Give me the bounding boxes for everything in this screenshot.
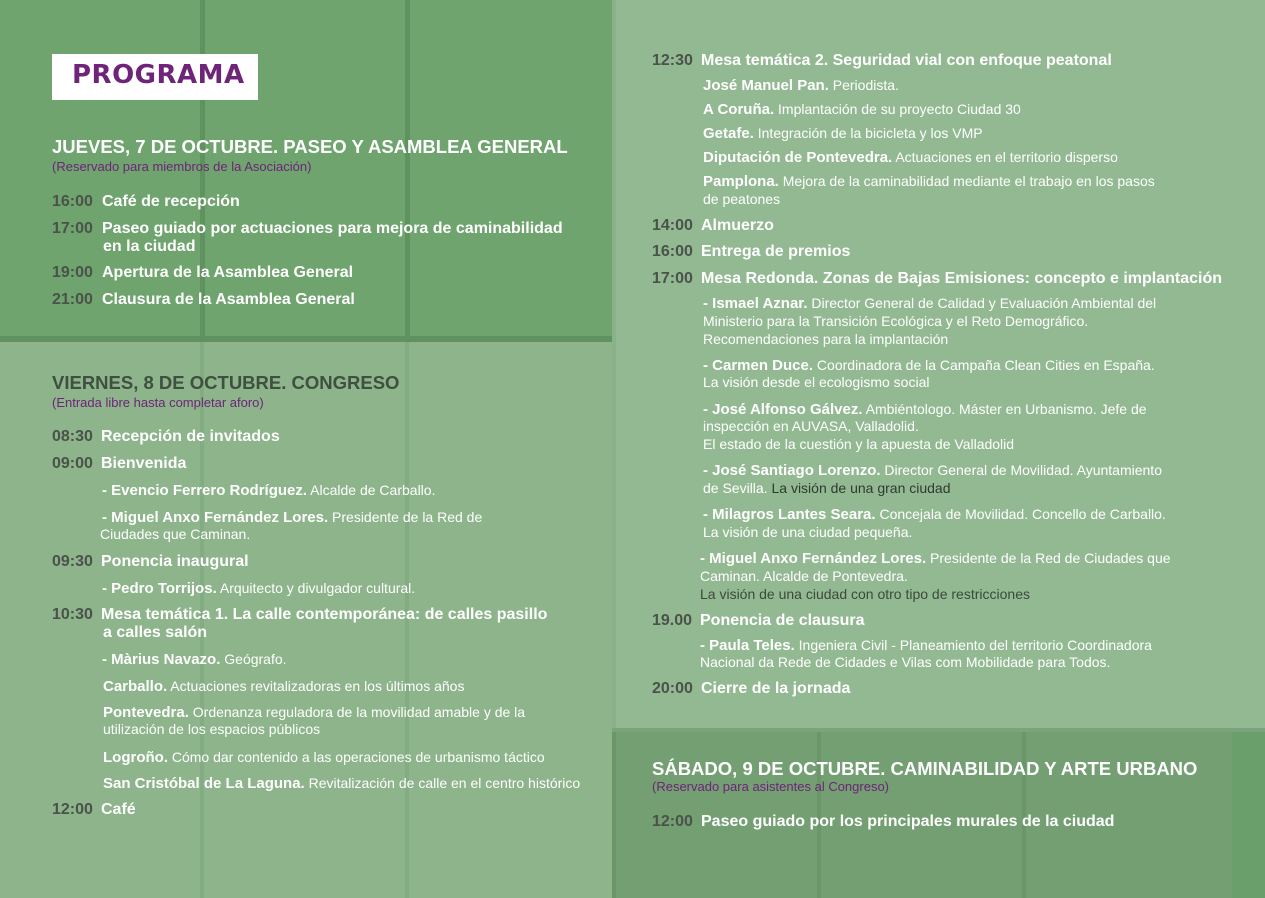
event-title: Ponencia inaugural bbox=[101, 553, 249, 570]
speaker-line-cont: utilización de los espacios públicos bbox=[103, 721, 321, 737]
event-title: Bienvenida bbox=[101, 455, 187, 472]
speaker-line: Pamplona. Mejora de la caminabilidad mediante el trabajo en los pasos bbox=[703, 173, 1155, 190]
speaker-line: José Manuel Pan. Periodista. bbox=[703, 77, 899, 94]
speaker-line: - José Alfonso Gálvez. Ambiéntologo. Máster en Urbanismo. Jefe de bbox=[703, 401, 1147, 418]
speaker-line: - Pedro Torrijos. Arquitecto y divulgador cultural. bbox=[102, 580, 416, 597]
speaker-line: A Coruña. Implantación de su proyecto Ciudad 30 bbox=[703, 101, 1021, 118]
event-title: Clausura de la Asamblea General bbox=[102, 291, 355, 308]
speaker-line-cont: La visión desde el ecologismo social bbox=[703, 374, 930, 390]
event-title: Apertura de la Asamblea General bbox=[102, 264, 354, 281]
speaker-line-cont: La visión de una ciudad con otro tipo de restricciones bbox=[700, 586, 1030, 602]
time-label: 14:00 bbox=[652, 217, 693, 234]
speaker-line: Carballo. Actuaciones revitalizadoras en los últimos años bbox=[103, 678, 465, 695]
event-title: Entrega de premios bbox=[701, 243, 851, 260]
event-title: Paseo guiado por los principales murales de la ciudad bbox=[701, 813, 1115, 830]
time-label: 16:00 bbox=[652, 243, 693, 260]
time-label: 21:00 bbox=[52, 291, 93, 308]
speaker-line: - Ismael Aznar. Director General de Calidad y Evaluación Ambiental del bbox=[703, 295, 1157, 312]
time-label: 17:00 bbox=[652, 270, 693, 287]
time-label: 20:00 bbox=[652, 680, 693, 697]
saturday-title: SÁBADO, 9 DE OCTUBRE. CAMINABILIDAD Y ARTE URBANO bbox=[652, 758, 1198, 779]
speaker-line: - Milagros Lantes Seara. Concejala de Movilidad. Concello de Carballo. bbox=[703, 506, 1166, 523]
speaker-line-cont: Ciudades que Caminan. bbox=[100, 526, 251, 542]
event-title: Café bbox=[101, 801, 136, 818]
speaker-line: Getafe. Integración de la bicicleta y los VMP bbox=[703, 125, 983, 142]
speaker-line-cont: Caminan. Alcalde de Pontevedra. bbox=[700, 568, 908, 584]
event-title: Ponencia de clausura bbox=[700, 612, 865, 629]
event-title-line2: a calles salón bbox=[103, 624, 208, 641]
speaker-line: Diputación de Pontevedra. Actuaciones en el territorio disperso bbox=[703, 149, 1118, 166]
time-label: 19:00 bbox=[52, 264, 93, 281]
event-title-line2: en la ciudad bbox=[103, 238, 196, 255]
speaker-line: - Màrius Navazo. Geógrafo. bbox=[102, 651, 287, 668]
speaker-line: San Cristóbal de La Laguna. Revitalización de calle en el centro histórico bbox=[103, 775, 581, 792]
speaker-line: - Evencio Ferrero Rodríguez. Alcalde de Carballo. bbox=[102, 482, 436, 499]
event-title: Café de recepción bbox=[102, 193, 240, 210]
time-label: 17:00 bbox=[52, 220, 93, 237]
event-title: Recepción de invitados bbox=[101, 428, 280, 445]
speaker-line: Logroño. Cómo dar contenido a las operaciones de urbanismo táctico bbox=[103, 749, 545, 766]
speaker-line-cont: La visión de una ciudad pequeña. bbox=[703, 524, 913, 540]
speaker-line-cont: inspección en AUVASA, Valladolid. bbox=[703, 418, 919, 434]
event-title: Cierre de la jornada bbox=[701, 680, 851, 697]
programa-title: PROGRAMA bbox=[72, 60, 245, 90]
time-label: 12:00 bbox=[52, 801, 93, 818]
thursday-note: (Reservado para miembros de la Asociación) bbox=[52, 159, 312, 174]
event-title: Mesa temática 2. Seguridad vial con enfoque peatonal bbox=[701, 52, 1112, 69]
speaker-line: - Miguel Anxo Fernández Lores. Presidente de la Red de Ciudades que bbox=[700, 550, 1171, 567]
speaker-line-cont: de peatones bbox=[703, 191, 781, 207]
friday-note: (Entrada libre hasta completar aforo) bbox=[52, 395, 264, 410]
event-title: Mesa temática 1. La calle contemporánea: de calles pasillo bbox=[101, 606, 548, 623]
saturday-note: (Reservado para asistentes al Congreso) bbox=[652, 779, 890, 794]
friday-title: VIERNES, 8 DE OCTUBRE. CONGRESO bbox=[52, 372, 400, 393]
time-label: 16:00 bbox=[52, 193, 93, 210]
programa-badge bbox=[52, 54, 258, 100]
time-label: 10:30 bbox=[52, 606, 93, 623]
time-label: 08:30 bbox=[52, 428, 93, 445]
time-label: 19.00 bbox=[652, 612, 693, 629]
event-title: Paseo guiado por actuaciones para mejora de caminabilidad bbox=[102, 220, 563, 237]
bg-panel-edge bbox=[1232, 732, 1265, 898]
speaker-line-cont: Ministerio para la Transición Ecológica y el Reto Demográfico. bbox=[703, 313, 1089, 329]
time-label: 09:30 bbox=[52, 553, 93, 570]
time-label: 09:00 bbox=[52, 455, 93, 472]
speaker-line-cont: Nacional da Rede de Cidades e Vilas com Mobilidade para Todos. bbox=[700, 654, 1111, 670]
speaker-line: - José Santiago Lorenzo. Director General de Movilidad. Ayuntamiento bbox=[703, 462, 1162, 479]
speaker-line-cont: de Sevilla. La visión de una gran ciudad bbox=[703, 480, 951, 496]
speaker-line: - Paula Teles. Ingeniera Civil - Planeamiento del territorio Coordinadora bbox=[700, 637, 1152, 654]
time-label: 12:30 bbox=[652, 52, 693, 69]
speaker-line: - Miguel Anxo Fernández Lores. Presidente de la Red de bbox=[102, 509, 483, 526]
speaker-line: Pontevedra. Ordenanza reguladora de la movilidad amable y de la bbox=[103, 704, 526, 721]
event-title: Mesa Redonda. Zonas de Bajas Emisiones: concepto e implantación bbox=[701, 270, 1223, 287]
speaker-line: - Carmen Duce. Coordinadora de la Campaña Clean Cities en España. bbox=[703, 357, 1155, 374]
speaker-line-cont: El estado de la cuestión y la apuesta de Valladolid bbox=[703, 436, 1015, 452]
time-label: 12:00 bbox=[652, 813, 693, 830]
event-title: Almuerzo bbox=[701, 217, 774, 234]
thursday-title: JUEVES, 7 DE OCTUBRE. PASEO Y ASAMBLEA GENERAL bbox=[52, 136, 568, 157]
speaker-line-cont: Recomendaciones para la implantación bbox=[703, 331, 949, 347]
